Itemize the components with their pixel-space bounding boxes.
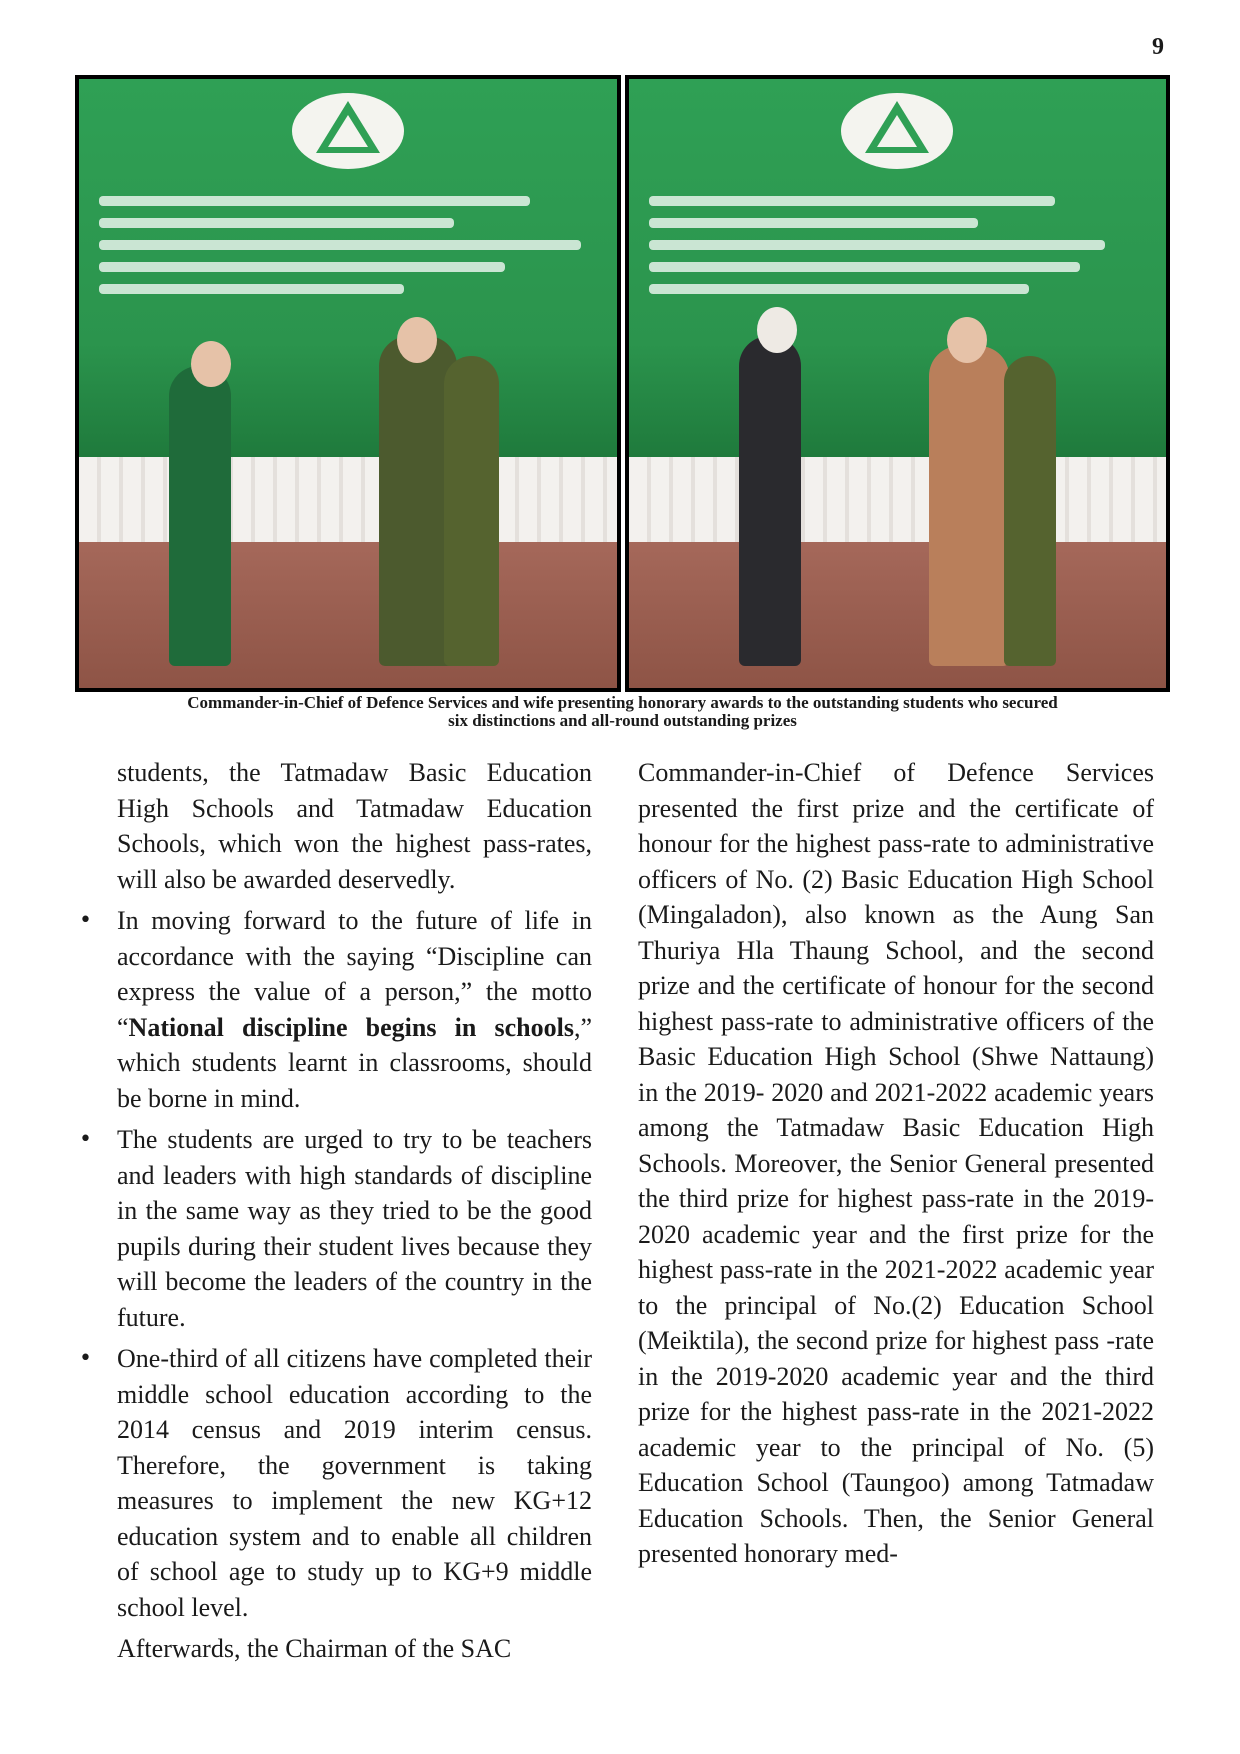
student-head xyxy=(757,307,797,353)
paragraph: Afterwards, the Chairman of the SAC xyxy=(117,1634,512,1663)
paragraph: Commander-in-Chief of Defence Services presented the first prize and the certificate of honour for the highest pass-rate to administrative officers of No. (2) Basic Education High School (Mingaladon), also known as the Aung San Thuriya Hla Thaung School, and the second prize and the certificate of honour for the second highest pass-rate to administrative officers of the Basic Education High School (Shwe Nattaung) in the 2019- 2020 and 2021-2022 academic years among the Tatmadaw Basic Education High Schools. Moreover, the Senior General presented the third prize for highest pass-rate in the 2019-2020 academic year and the first prize for the highest pass-rate in the 2021-2022 academic year to the principal of No.(2) Education School (Meiktila), the second prize for highest pass -rate in the 2019-2020 academic year and the third prize for the highest pass-rate in the 2021-2022 academic year to the principal of No. (5) Education School (Taungoo) among Tatmadaw Education Schools. Then, the Senior General presented honorary med- xyxy=(638,758,1154,1568)
bullet-list xyxy=(117,903,592,1625)
trophy-table xyxy=(79,457,617,542)
aide-figure xyxy=(444,356,499,666)
paragraph: students, the Tatmadaw Basic Education High Schools and Tatmadaw Education Schools, which won the highest pass-rates, will also be awarded deservedly. xyxy=(117,758,592,894)
photo-left xyxy=(75,75,621,692)
photo-caption xyxy=(75,694,1170,730)
student-figure xyxy=(169,366,231,666)
screen-text-lines xyxy=(99,184,607,306)
stage-screen xyxy=(629,79,1167,457)
motto-text: National discipline begins in schools xyxy=(128,1012,574,1042)
caption-line: six distinctions and all-round outstanding prizes xyxy=(448,711,797,730)
trophy-table xyxy=(629,457,1167,542)
student-head xyxy=(191,341,231,387)
bullet-item xyxy=(117,903,592,1116)
stage-floor xyxy=(79,542,617,688)
presenter-figure xyxy=(929,346,1009,666)
stage-floor xyxy=(629,542,1167,688)
student-figure xyxy=(739,336,801,666)
bullet-text: In moving forward to the future of life in accordance with the saying “Discipline can express the value of a person,” the motto “ xyxy=(117,906,592,1042)
stage-screen xyxy=(79,79,617,457)
photo-strip xyxy=(75,75,1170,692)
screen-text-lines xyxy=(649,184,1157,306)
page-number: 9 xyxy=(1152,34,1164,60)
bullet-item: • One-third of all citizens have completed their middle school education according to the 2014 census and 2019 interim census. Therefore, the government is taking measures to implement the new KG+12 education system and to enable all children of school age to study up to KG+9 middle school level. xyxy=(117,1341,592,1625)
officer-head xyxy=(397,317,437,363)
photo-right xyxy=(625,75,1171,692)
right-column xyxy=(638,755,1154,1572)
aide-figure xyxy=(1004,356,1056,666)
caption-line: Commander-in-Chief of Defence Services and wife presenting honorary awards to the outstanding students who secured xyxy=(187,693,1058,712)
triangle-logo-icon xyxy=(837,91,957,171)
bullet-item: • The students are urged to try to be teachers and leaders with high standards of discipline in the same way as they tried to be the good pupils during their student lives because they will become the leaders of the country in the future. xyxy=(117,1122,592,1335)
left-column xyxy=(117,755,592,1667)
triangle-logo-icon xyxy=(288,91,408,171)
bullet-text: ,” which students learnt in classrooms, should be borne in mind. xyxy=(117,1012,592,1113)
presenter-head xyxy=(947,317,987,363)
